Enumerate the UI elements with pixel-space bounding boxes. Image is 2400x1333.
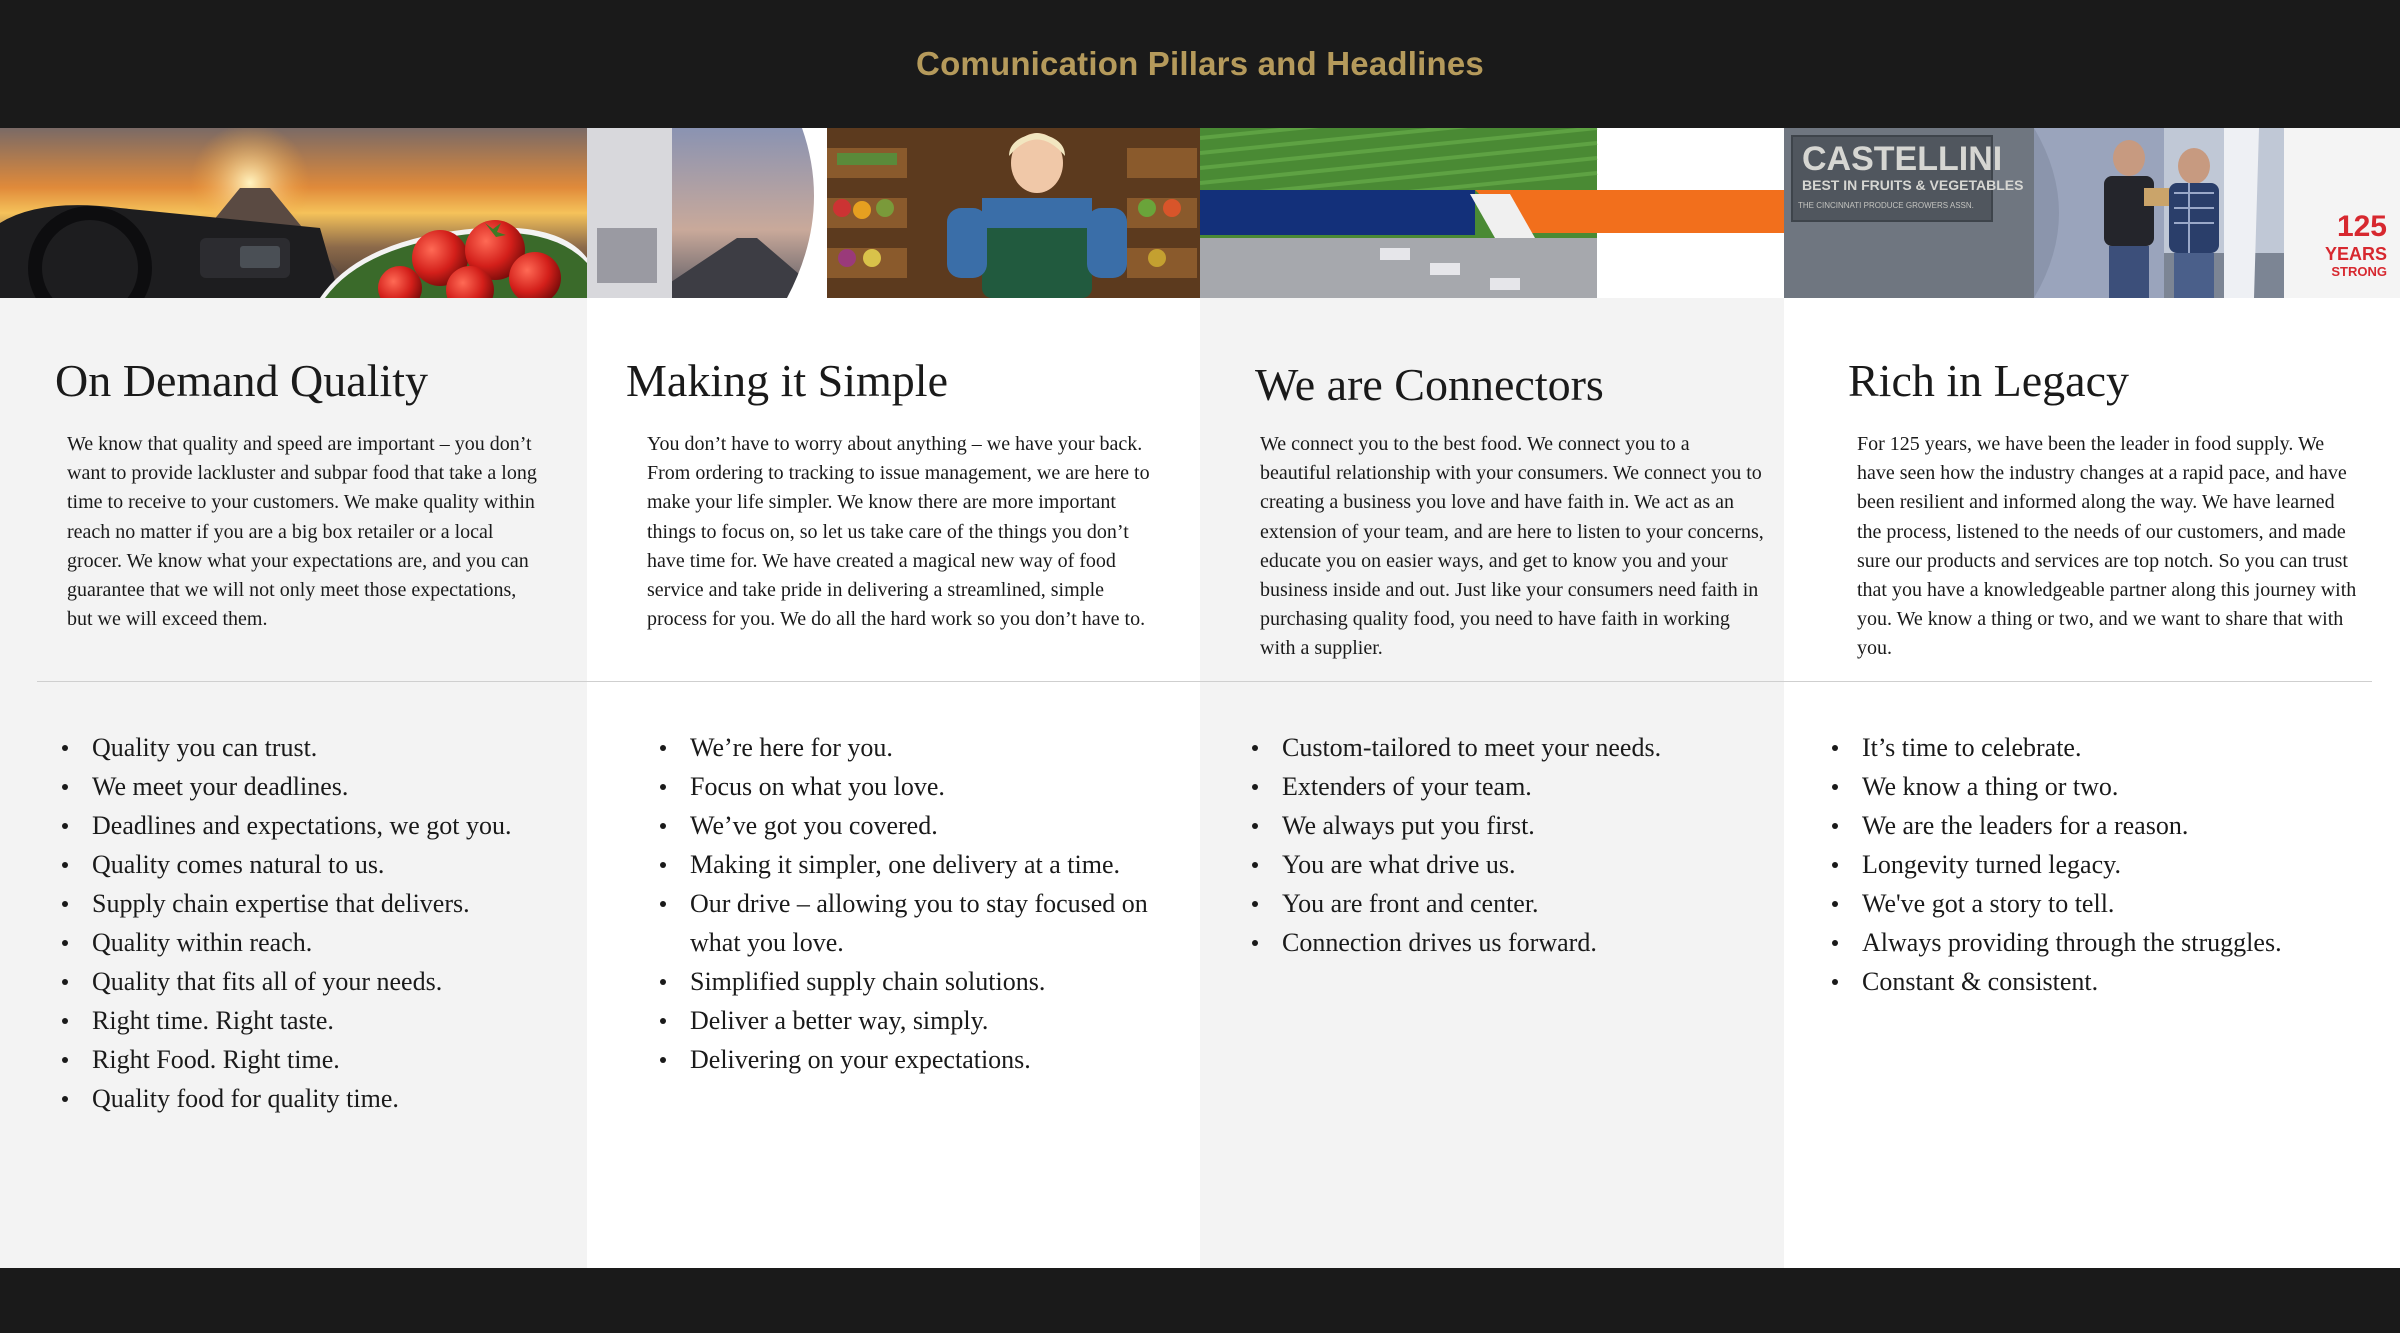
headline-item: Deliver a better way, simply. [660, 1001, 1180, 1040]
headline-list [62, 728, 562, 1118]
section-divider [37, 681, 2372, 682]
aerial-fields-trucks-image [1200, 128, 1784, 298]
headline-item: You are front and center. [1252, 884, 1772, 923]
headline-item: We are the leaders for a reason. [1832, 806, 2372, 845]
headline-item: Delivering on your expectations. [660, 1040, 1180, 1079]
headline-item: Custom-tailored to meet your needs. [1252, 728, 1772, 767]
logo-sign-text: CASTELLINI [1802, 140, 2003, 178]
truck-road-tomatoes-image [0, 128, 587, 298]
pillar-heading: Making it Simple [626, 355, 948, 407]
headline-list [1832, 728, 2372, 1001]
logo-sign-small: THE CINCINNATI PRODUCE GROWERS ASSN. [1798, 201, 1974, 210]
pillar-making-it-simple [587, 128, 1200, 1268]
headline-item: Quality that fits all of your needs. [62, 962, 562, 1001]
headline-item: We always put you first. [1252, 806, 1772, 845]
page-title: Comunication Pillars and Headlines [916, 45, 1484, 82]
headline-item: Right Food. Right time. [62, 1040, 562, 1079]
headline-item: Our drive – allowing you to stay focused on what you love. [660, 884, 1180, 962]
headline-item: Supply chain expertise that delivers. [62, 884, 562, 923]
headline-item: You are what drive us. [1252, 845, 1772, 884]
castellini-legacy-image [1784, 128, 2400, 298]
headline-item: It’s time to celebrate. [1832, 728, 2372, 767]
headline-item: Constant & consistent. [1832, 962, 2372, 1001]
banner-aerial-fields [1200, 128, 1784, 298]
headline-item: We've got a story to tell. [1832, 884, 2372, 923]
pillar-description: You don’t have to worry about anything – we have your back. From ordering to tracking to issue management, we are here to make your life simpler. We know there are more important things to focus on, so let us take care of the things you don’t have time for. We have created a magical new way of food service and take pride in delivering a streamlined, simple process for you. We do all the hard work so you don’t have to. [647, 433, 1150, 631]
headline-item: Simplified supply chain solutions. [660, 962, 1180, 1001]
headline-item: We’re here for you. [660, 728, 1180, 767]
footer-bar [0, 1268, 2400, 1333]
highway-grocer-image [587, 128, 1200, 298]
pillar-description: For 125 years, we have been the leader in food supply. We have seen how the industry changes at a rapid pace, and have been resilient and informed along the way. We have learned the process, listened to the needs of our customers, and made sure our products and services are top notch. So you can trust that you have a knowledgeable partner along this journey with you. We know a thing or two, and we want to share that with you. [1857, 433, 2357, 660]
headline-item: Quality food for quality time. [62, 1079, 562, 1118]
headline-item: Quality comes natural to us. [62, 845, 562, 884]
badge-line1: YEARS [2324, 244, 2387, 264]
banner-highway-grocer [587, 128, 1200, 298]
headline-item: Right time. Right taste. [62, 1001, 562, 1040]
pillar-heading: On Demand Quality [55, 355, 429, 407]
headline-list [660, 728, 1180, 1079]
headline-item: We meet your deadlines. [62, 767, 562, 806]
headline-item: Focus on what you love. [660, 767, 1180, 806]
headline-item: Quality you can trust. [62, 728, 562, 767]
pillar-description: We connect you to the best food. We connect you to a beautiful relationship with your consumers. We connect you to creating a business you love and have faith in. We act as an extension of your team, and are here to listen to your concerns, educate you on easier ways, and get to know you and your business inside and out. Just like your consumers need faith in purchasing quality food, you need to have faith in working with a supplier. [1260, 433, 1764, 660]
headline-item: Quality within reach. [62, 923, 562, 962]
headline-item: Connection drives us forward. [1252, 923, 1772, 962]
headline-item: Deadlines and expectations, we got you. [62, 806, 562, 845]
banner-castellini-legacy [1784, 128, 2400, 298]
headline-list [1252, 728, 1772, 962]
pillar-description: We know that quality and speed are important – you don’t want to provide lackluster and subpar food that take a long time to receive to your customers. We make quality within reach no matter if you are a big box retailer or a local grocer. We know what your expectations are, and you can guarantee that we will not only meet those expectations, but we will exceed them. [67, 433, 537, 631]
logo-sign-sub: BEST IN FRUITS & VEGETABLES [1802, 177, 2024, 193]
banner-truck-road-tomatoes [0, 128, 587, 298]
headline-item: Longevity turned legacy. [1832, 845, 2372, 884]
headline-item: We’ve got you covered. [660, 806, 1180, 845]
badge-line2: STRONG [2331, 264, 2387, 279]
pillar-rich-in-legacy [1784, 128, 2400, 1268]
headline-item: Always providing through the struggles. [1832, 923, 2372, 962]
headline-item: Extenders of your team. [1252, 767, 1772, 806]
pillar-heading: We are Connectors [1255, 359, 1604, 411]
headline-item: We know a thing or two. [1832, 767, 2372, 806]
headline-item: Making it simpler, one delivery at a time. [660, 845, 1180, 884]
header-bar [0, 0, 2400, 128]
badge-number: 125 [2336, 210, 2387, 243]
pillar-we-are-connectors [1200, 128, 1784, 1268]
pillar-heading: Rich in Legacy [1848, 355, 2130, 407]
